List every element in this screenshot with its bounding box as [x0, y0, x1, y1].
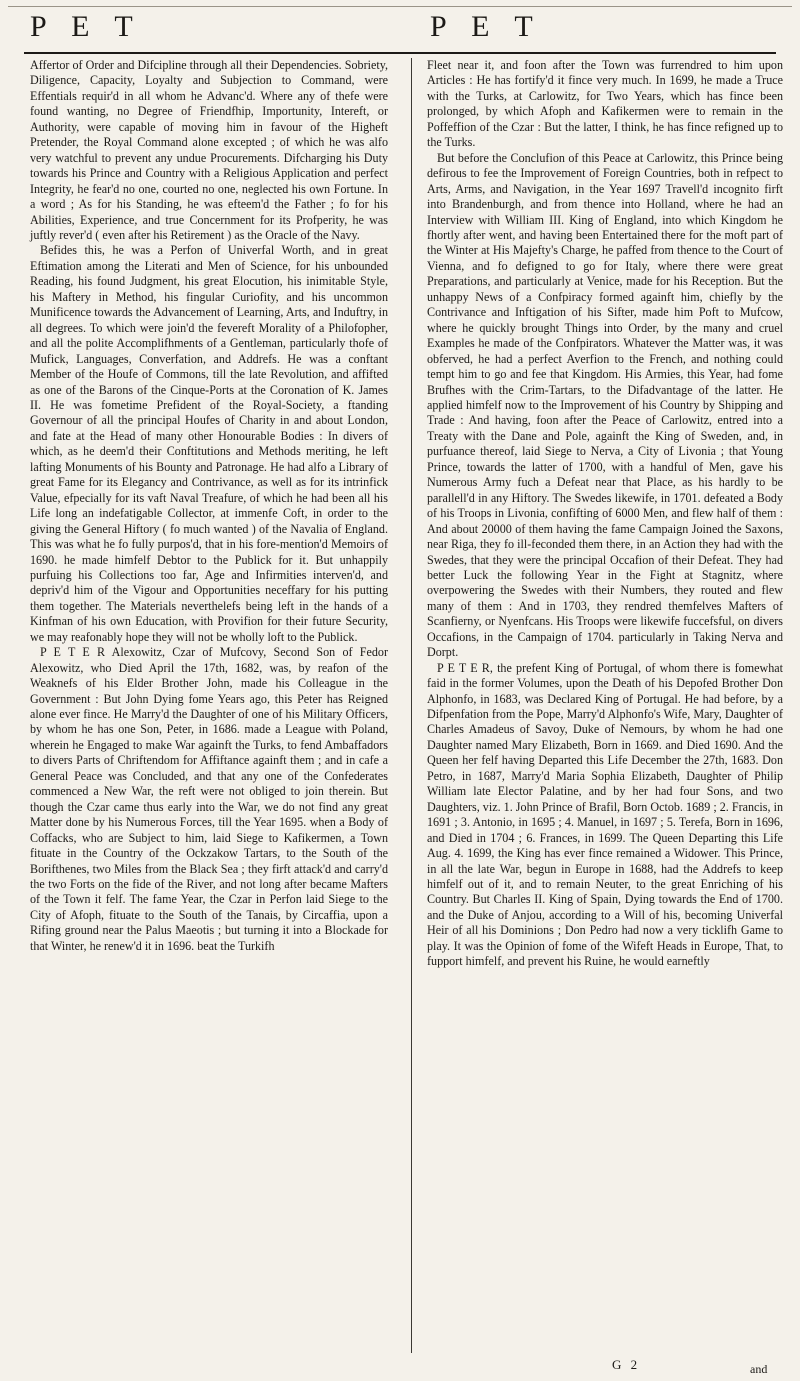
running-head-right: P E T	[430, 10, 542, 43]
paragraph: Fleet near it, and foon after the Town was furrendred to him upon Articles : He has fortify'd it fince very much. In 1699, he made a Truce with the Turks, at Carlowitz, for Two Years, which has fince been prolonged, by which Afoph and Kafikermen were to remain in the Poffeffion of the Czar : But the latter, I think, he has fince refigned up to the Turks.	[427, 58, 783, 150]
paragraph: Affertor of Order and Difcipline through all their Dependencies. Sobriety, Diligence, Capacity, Loyalty and Subjection to Command, were Effentials requir'd in all whom he Advanc'd. Where any of thefe were found wanting, no Degree of Friendfhip, Importunity, Intereft, or Authority, were capable of moving him in favour of the Higheft Pretender, the Royal Command alone excepted ; of which he was alfo very watchful to prevent any undue Procurements. Difcharging his Duty towards his Prince and Country with a Religious Application and perfect Integrity, he fear'd no one, courted no one, neglected his own Fortune. In a word ; As for his Standing, he was efteem'd the Father ; fo for his Abilities, Experience, and true Concernment for its Profperity, he was juftly rever'd ( even after his Retirement ) as the Oracle of the Navy.	[30, 58, 388, 242]
paragraph: P E T E R Alexowitz, Czar of Mufcovy, Second Son of Fedor Alexowitz, who Died April the 17th, 1682, was, by reafon of the Weaknefs of his Elder Brother John, made his Colleague in the Government : But John Dying fome Years ago, this Peter has Reigned alone ever fince. He Marry'd the Daughter of one of his Military Officers, by whom he has one Son, Peter, in 1686. made a League with Poland, wherein he Engaged to make War againft the Turks, to fend Ambaffadors to divers Parts of Chriftendom for Affiftance againft them ; and in cafe a General Peace was Concluded, and that any one of the Confederates commenced a New War, the reft were not obliged to join therein. But though the Czar came thus early into the War, we do not find any great Matter done by his Numerous Forces, till the Year 1695. when a Body of Coffacks, who are Subject to him, laid Siege to Kafikermen, a Town fituate in the Country of the Ockzakow Tartars, to the South of the Borifthenes, two Miles from the Black Sea ; they firft attack'd and carry'd the two Forts on the fide of the River, and not long after became Mafters of the Town it felf. The fame Year, the Czar in Perfon laid Siege to the City of Afoph, fituate to the South of the Tanais, by Circaffia, upon a Rifing ground near the Palus Maeotis ; but turning it into a Blockade for that Winter, he renew'd it in 1696. beat the Turkifh	[30, 645, 388, 953]
catchword: and	[750, 1362, 768, 1376]
column-divider	[411, 58, 412, 1353]
header-rule	[24, 52, 776, 54]
paragraph: P E T E R, the prefent King of Portugal, of whom there is fomewhat faid in the former Volumes, upon the Death of his Depofed Brother Don Alphonfo, in 1683, was Declared King of Portugal. He had before, by a Difpenfation from the Pope, Marry'd Alphonfo's Wife, Mary, Daughter of Charles Amadeus of Savoy, Duke of Nemours, by whom he had one Daughter named Mary Elizabeth, Born in 1669. and Died 1690. And the Queen her felf having Departed this Life December the 27th, 1683. Don Petro, in 1687, Marry'd Maria Sophia Elizabeth, Daughter of Philip William late Elector Palatine, and by her had four Sons, and two Daughters, viz. 1. John Prince of Brafil, Born Octob. 1689 ; 2. Francis, in 1691 ; 3. Antonio, in 1695 ; 4. Manuel, in 1697 ; 5. Terefa, Born in 1696, and Died in 1704 ; 6. Frances, in 1699. The Queen Departing this Life Aug. 4. 1699, the King has ever fince remained a Widower. This Prince, in all the late War, begun in Europe in 1688, had the Addrefs to keep himfelf out of it, and to remain Neuter, to the great Enriching of his Country. But Charles II. King of Spain, Dying towards the End of 1700. and the Duke of Anjou, according to a Will of his, becoming Univerfal Heir of all his Dominions ; Don Pedro had now a very ticklifh Game to play. It was the Opinion of fome of the Wifeft Heads in Europe, That, to fupport himfelf, and prevent his Ruine, he would earneftly	[427, 660, 783, 969]
running-head-left: P E T	[30, 10, 142, 43]
running-header	[0, 10, 800, 46]
top-edge-rule	[8, 6, 792, 7]
left-column	[30, 58, 388, 954]
right-column	[427, 58, 783, 970]
paragraph: But before the Conclufion of this Peace at Carlowitz, this Prince being defirous to fee the Improvement of Foreign Countries, both in refpect to Arts, Arms, and Navigation, in the Year 1697 Travell'd incognito firft into Brandenburgh, and from thence into Holland, where he had an Interview with William III. King of England, into which Kingdom he fhortly after went, and having been Entertained there for the moft part of the Winter at His Majefty's Charge, he paffed from thence to the Court of Vienna, and fo defigned to go for Italy, where there were great Preparations, and particularly at Venice, made for his Reception. But the unhappy News of a Confpiracy formed againft him, chiefly by the Contrivance and Inftigation of his Sifter, made him Poft to Mufcow, where he quickly brought Things into Order, by the many and cruel Examples he made of the Confpirators. Whatever the Matter was, it was obferved, he had a perfect Averfion to the French, and nothing could tempt him to go and fee that Kingdom. His Armies, this Year, had fome Brufhes with the Crim-Tartars, to the Difadvantage of the latter. He applied himfelf now to the Improvement of his Country by Shipping and Trade : And having, foon after the Peace of Carlowitz, entred into a Treaty with the Dane and Pole, againft the King of Sweden, and, in purfuance thereof, laid Siege to Nerva, a City of Livonia ; that Young Prince, towards the latter of 1700, with a handful of Men, gave his Numerous Army fuch a Defeat near that Place, as his hardly to be parallell'd in any Hiftory. The Swedes likewife, in 1701. defeated a Body of his Troops in Livonia, confifting of 6000 Men, and flew half of them : And about 20000 of them having the fame Campaign Joined the Saxons, near Riga, they fo ill-feconded them there, in an Action they had with the Swedes, that they were the principal Occafion of their Defeat. They had better Luck the following Year in the Fight at Stagnitz, where overpowering the Swedes with their Numbers, they routed and flew many of them : And in 1703, they rendred themfelves Mafters of Scanfierny, or Nyenfcans. His Troops were likewife fuccefsful, on divers Occafions, in the Campaign of 1704. particularly in Taking Nerva and Dorpt.	[427, 150, 783, 660]
signature-mark: G 2	[612, 1357, 641, 1372]
paragraph: Befides this, he was a Perfon of Univerfal Worth, and in great Eftimation among the Literati and Men of Science, for his unbounded Reading, his found Judgment, his great Elocution, his inimitable Style, his Maftery in Method, his fingular Curiofity, and his uncommon Munificence towards the Advancement of Learning, Arts, and Induftry, in all degrees. To which were join'd the fevereft Morality of a Philofopher, and all the polite Accomplifhments of a Gentleman, particularly thofe of Mufick, Languages, Converfation, and Addrefs. He was a conftant Member of the Houfe of Commons, till the late Revolution, and affifted as one of the Barons of the Cinque-Ports at the Coronation of K. James II. He was fometime Prefident of the Royal-Society, a ftanding Governour of all the principal Houfes of Charity in and about London, and fate at the Head of many other Honourable Bodies : In divers of which, as he deem'd their Conftitutions and Methods meriting, he left lafting Monuments of his Bounty and Patronage. He had alfo a Library of great Fame for its Elegancy and Contrivance, as well as for its intrinfick Value, efpecially for its vaft Naval Treafure, of which he had been all his Life long an indefatigable Collector, at immenfe Coft, in order to the giving the General Hiftory ( fo much wanted ) of the Navalia of England. This was what he fo fully purpos'd, that in his fore-mention'd Memoirs of 1690. he made himfelf Debtor to the Publick for it. But unhappily purfuing his Collections too far, Age and Infirmities interven'd, and depriv'd him of the Vigour and Opportunities neceffary for his putting them together. The Materials neverthelefs being left in the hands of a Kinfman of his own Education, with Provifion for their future Security, we may reafonably hope they will not be wholly loft to the Publick.	[30, 243, 388, 644]
